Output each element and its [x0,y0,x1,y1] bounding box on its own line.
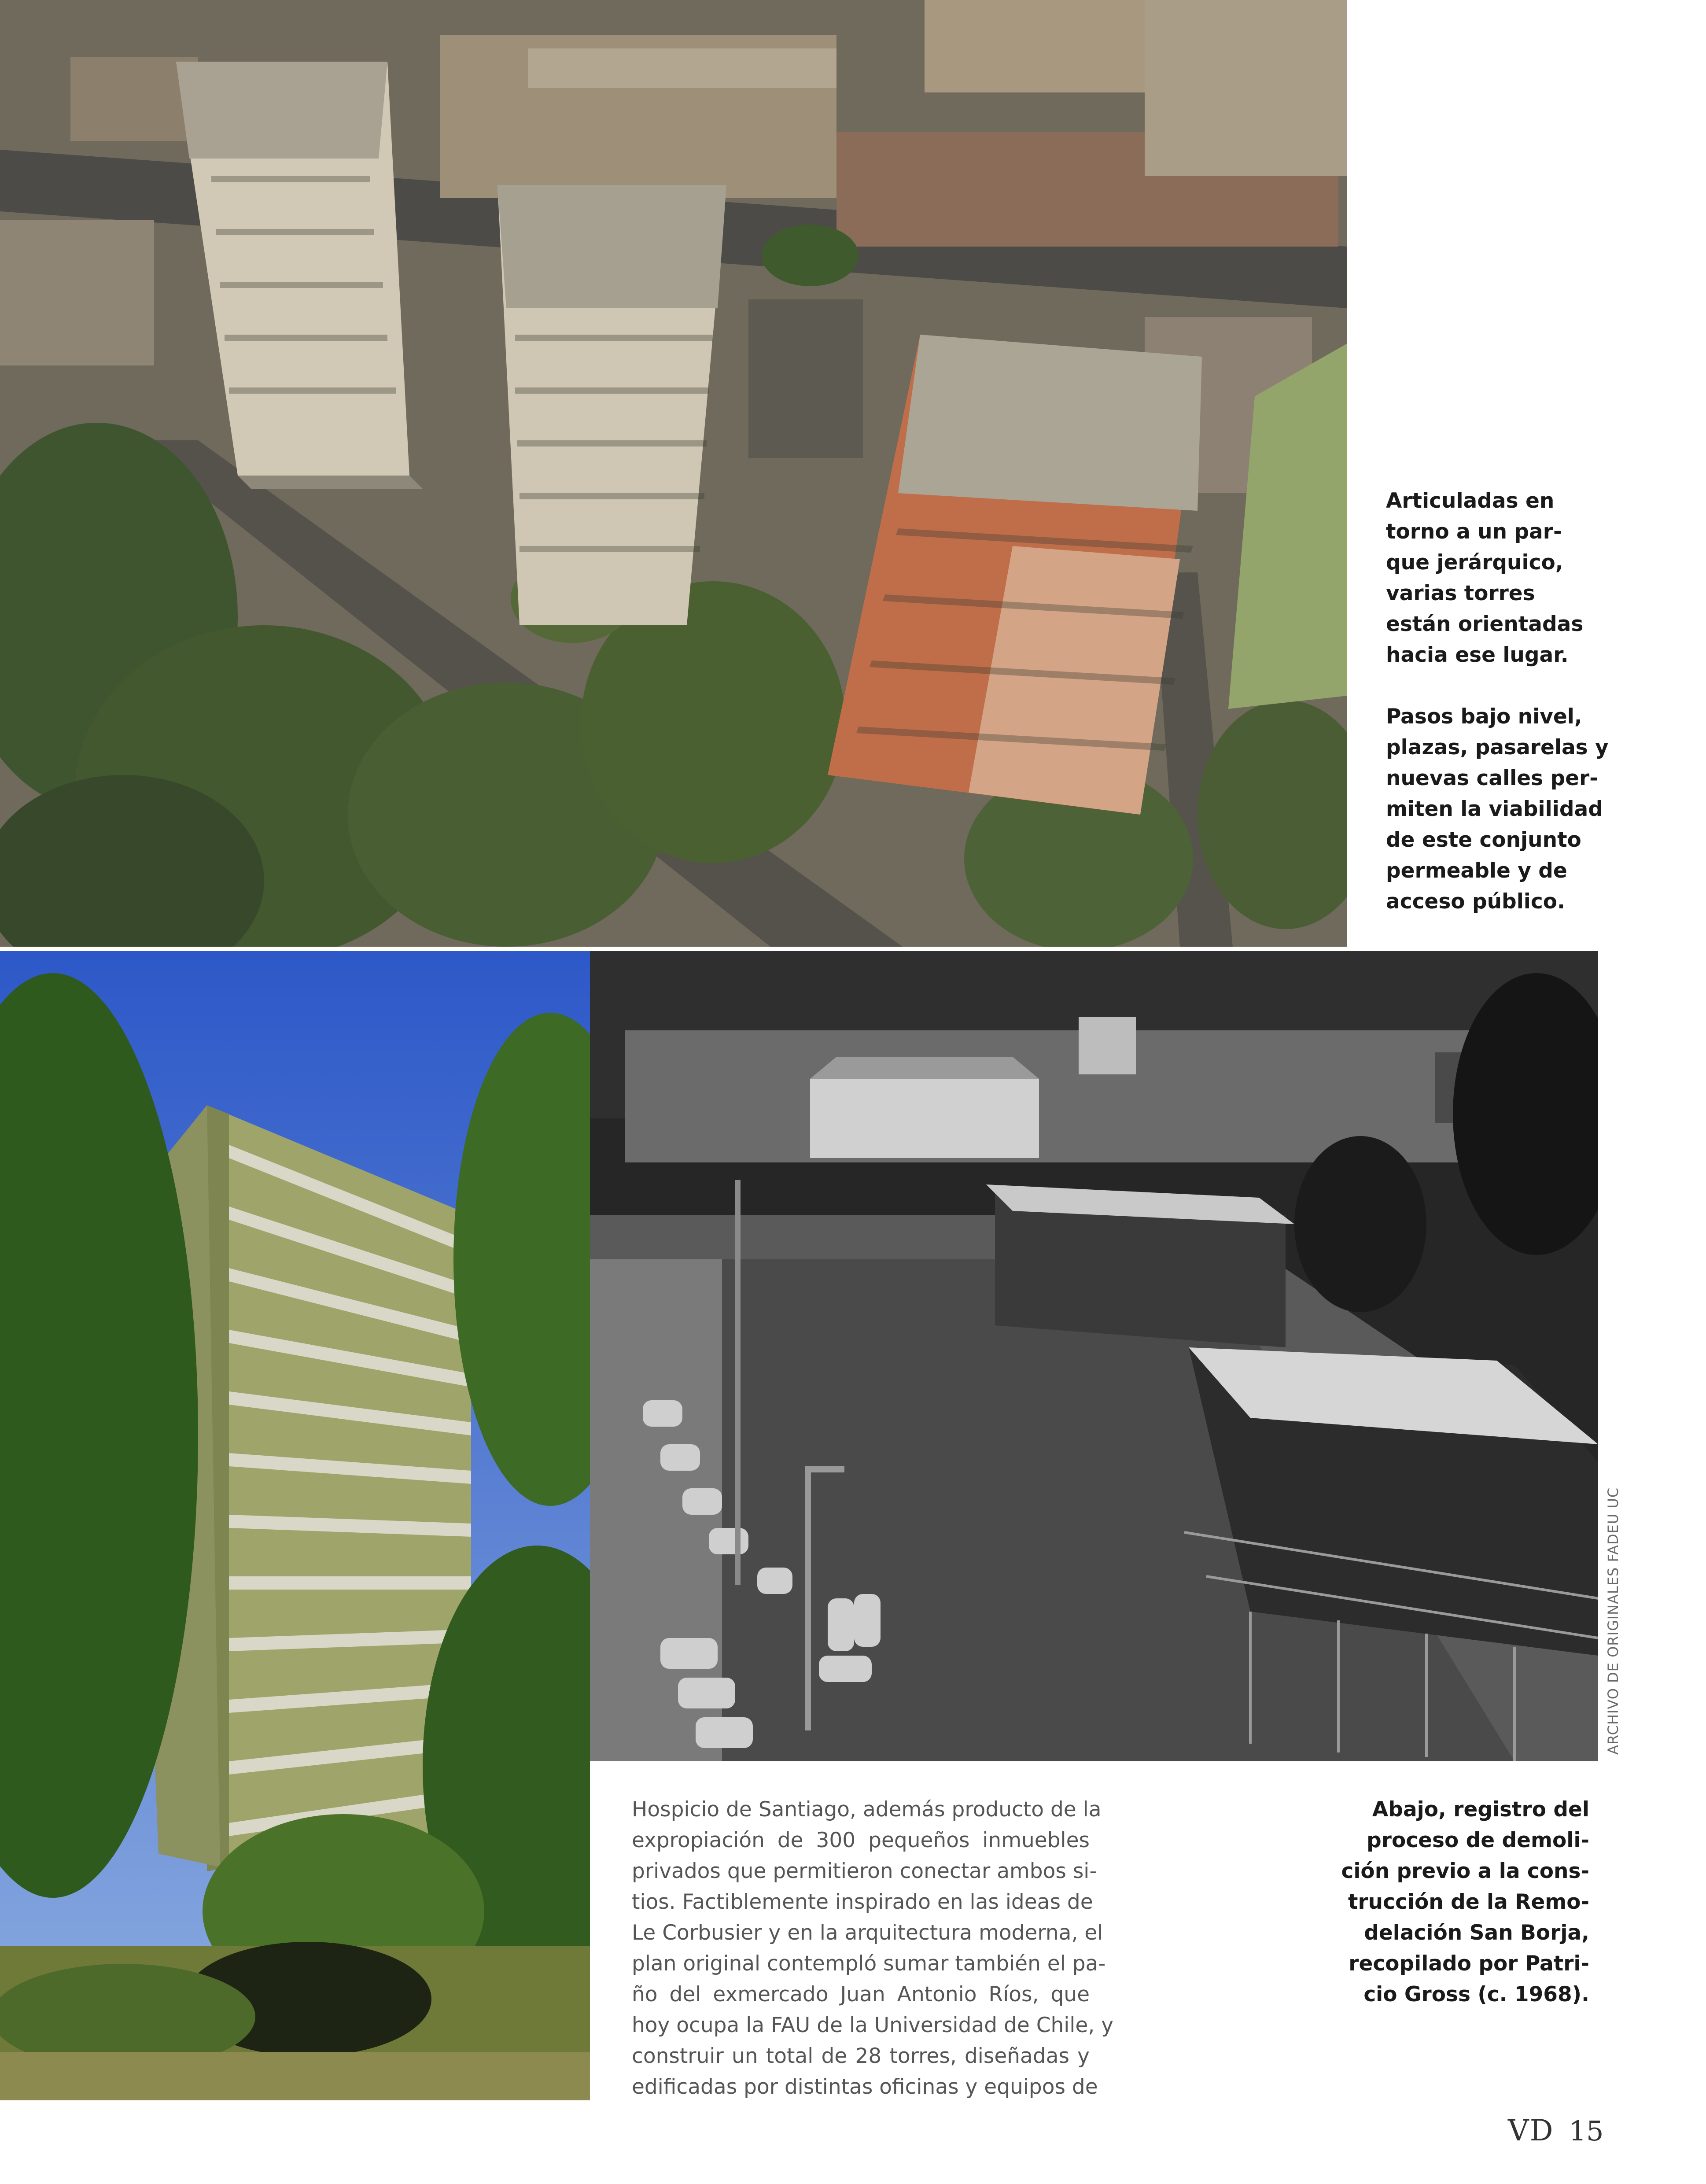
caption-line: proceso de demoli- [1367,1828,1589,1852]
caption-line: plazas, pasarelas y [1386,735,1609,760]
top-caption [1386,486,1615,917]
bottom-caption [1330,1794,1589,2010]
body-line: privados que permitieron conectar ambos si- [632,1859,1097,1883]
caption-line: Articuladas en [1386,489,1555,513]
caption-line: trucción de la Remo- [1348,1890,1589,1914]
photo-credit: ARCHIVO DE ORIGINALES FADEU UC [1605,1487,1621,1755]
caption-line: Abajo, registro del [1372,1797,1589,1822]
tower-photo [0,951,590,2100]
body-line: ño del exmercado Juan Antonio Ríos, que [632,1982,1090,2007]
caption-line: delación San Borja, [1364,1921,1589,1945]
caption-line: recopilado por Patri- [1349,1952,1589,1976]
body-line: construir un total de 28 torres, diseñadas y [632,2044,1090,2068]
page-number: 15 [1569,2115,1604,2147]
caption-line: permeable y de [1386,859,1567,883]
caption-line: miten la viabilidad [1386,797,1603,821]
caption-line: nuevas calles per- [1386,766,1598,790]
top-caption-paragraph-1 [1386,486,1615,671]
body-line: Le Corbusier y en la arquitectura moderna, el [632,1921,1103,1945]
body-text [632,1794,1114,2103]
body-line: expropiación de 300 pequeños inmuebles [632,1828,1090,1852]
body-line: edificadas por distintas oficinas y equipos de [632,2075,1098,2099]
caption-line: acceso público. [1386,889,1565,914]
caption-line: de este conjunto [1386,828,1581,852]
body-line: Hospicio de Santiago, además producto de la [632,1797,1102,1822]
body-line: plan original contempló sumar también el pa- [632,1952,1106,1976]
archive-photo [590,951,1598,1761]
top-caption-paragraph-2 [1386,701,1615,917]
caption-line: ción previo a la cons- [1341,1859,1589,1883]
aerial-photo [0,0,1347,947]
publication-mark: VD [1508,2114,1554,2147]
caption-line: están orientadas [1386,612,1584,636]
caption-line: torno a un par- [1386,520,1562,544]
caption-line: varias torres [1386,581,1535,605]
caption-line: cio Gross (c. 1968). [1363,1982,1589,2007]
body-line: tios. Factiblemente inspirado en las ideas de [632,1890,1093,1914]
folio [1508,2114,1604,2147]
caption-line: Pasos bajo nivel, [1386,705,1582,729]
caption-line: hacia ese lugar. [1386,643,1569,667]
body-line: hoy ocupa la FAU de la Universidad de Chile, y [632,2013,1114,2037]
caption-line: que jerárquico, [1386,550,1563,575]
